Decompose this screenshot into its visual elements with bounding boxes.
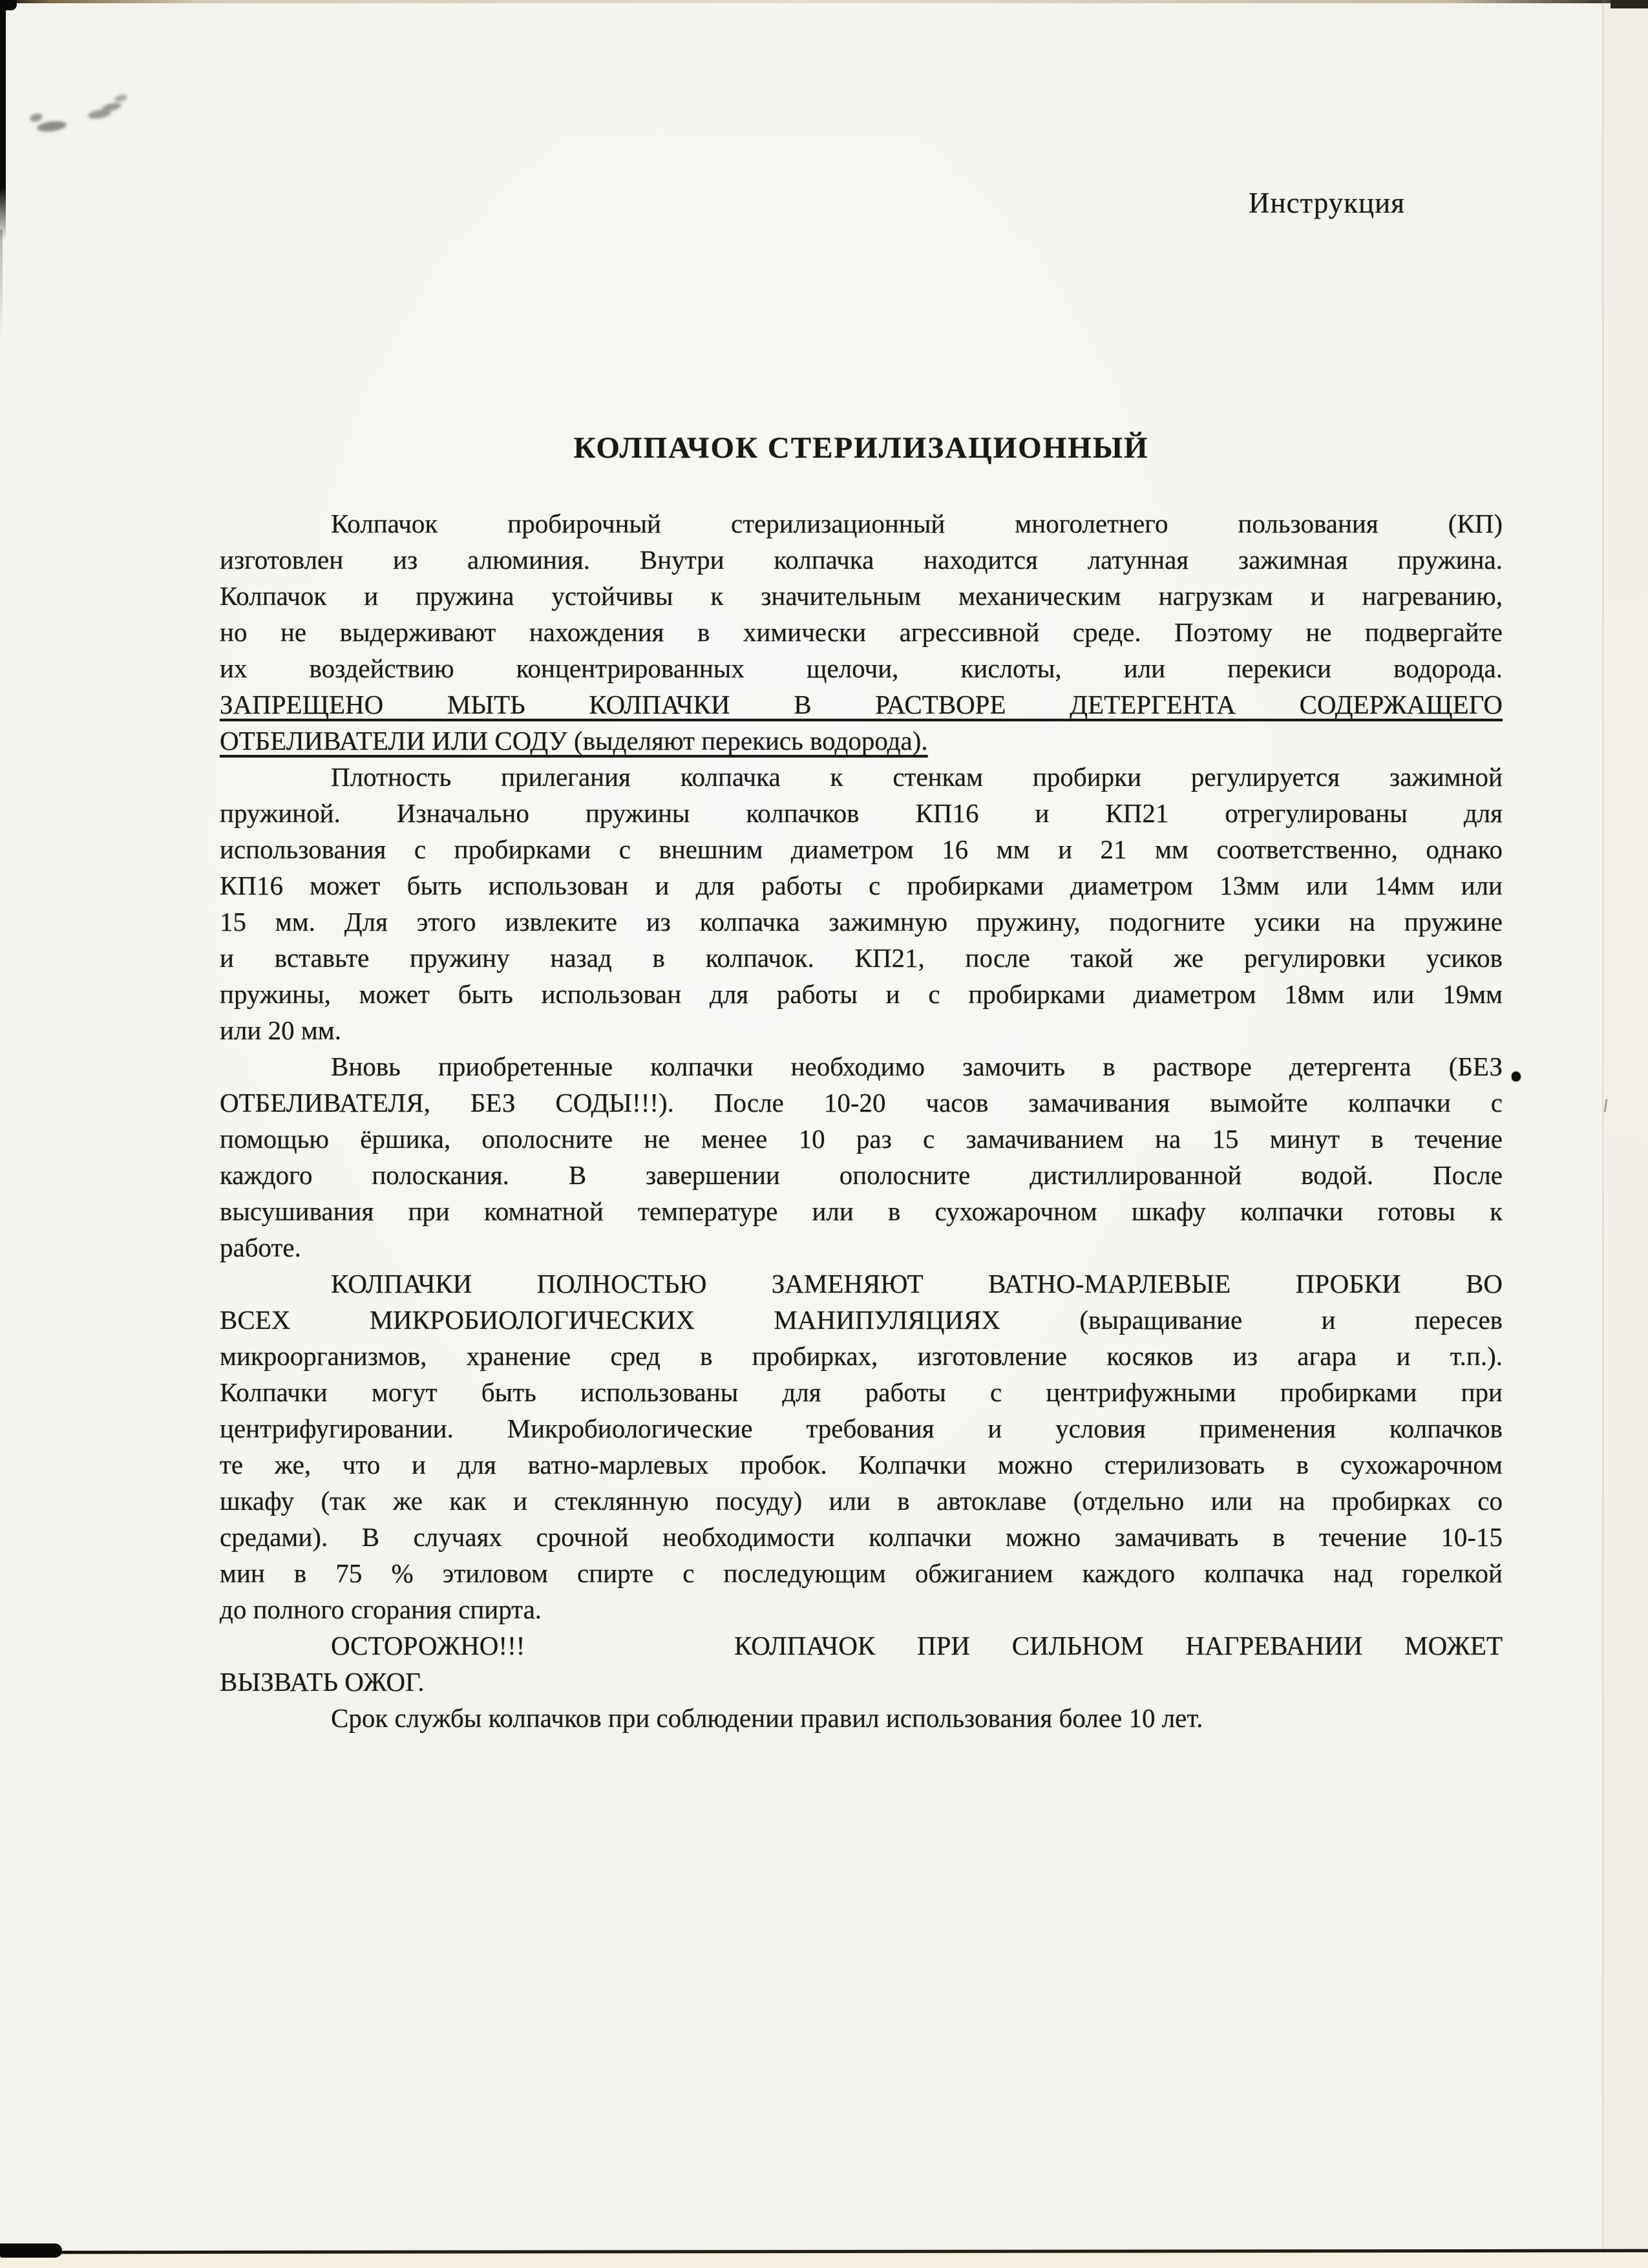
text-line <box>220 723 1503 759</box>
text-line <box>220 1410 1503 1447</box>
text-line <box>220 1193 1503 1229</box>
text-line <box>220 976 1503 1012</box>
document-body <box>220 505 1503 1736</box>
text-run: до полного сгорания спирта. <box>220 1595 542 1624</box>
text-line <box>220 759 1503 795</box>
text-line <box>220 1338 1503 1374</box>
text-line <box>220 1627 1503 1664</box>
underlined-text-run: ОТБЕЛИВАТЕЛИ ИЛИ СОДУ (выделяют перекись водорода). <box>220 726 928 756</box>
ink-speck <box>1512 1072 1521 1081</box>
text-run: те же, что и для ватно-марлевых пробок. Колпачки можно стерилизовать в сухожарочном <box>220 1450 1503 1479</box>
text-line <box>220 1302 1503 1338</box>
bottom-edge-blob <box>0 2243 62 2258</box>
text-run: изготовлен из алюминия. Внутри колпачка находится латунная зажимная пружина. <box>220 545 1503 575</box>
text-run: работе. <box>220 1233 301 1262</box>
text-line <box>220 1012 1503 1048</box>
text-line <box>220 614 1503 650</box>
text-run: ОТБЕЛИВАТЕЛЯ, БЕЗ СОДЫ!!!). После 10-20 часов замачивания вымойте колпачки с <box>220 1088 1503 1118</box>
text-line <box>220 904 1503 940</box>
text-line <box>220 578 1503 614</box>
text-run: ВСЕХ МИКРОБИОЛОГИЧЕСКИХ МАНИПУЛЯЦИЯХ (выращивание и пересев <box>220 1305 1503 1335</box>
pencil-tick <box>1604 1099 1608 1112</box>
text-run: Срок службы колпачков при соблюдении правил использования более 10 лет. <box>331 1703 1203 1733</box>
text-line <box>220 650 1503 686</box>
text-run: 15 мм. Для этого извлеките из колпачка зажимную пружину, подогните усики на пружине <box>220 907 1503 937</box>
text-run: пружины, может быть использован для работы и с пробирками диаметром 18мм или 19мм <box>220 979 1503 1009</box>
text-run: высушивания при комнатной температуре или в сухожарочном шкафу колпачки готовы к <box>220 1196 1503 1226</box>
text-run: Колпачок пробирочный стерилизационный многолетнего пользования (КП) <box>331 509 1503 538</box>
paper-bottom-strip <box>0 2253 1648 2268</box>
text-line <box>220 1121 1503 1157</box>
bottom-edge-shadow <box>0 2249 1648 2254</box>
right-edge-strip <box>1603 0 1648 2253</box>
left-edge-shadow-faint <box>0 229 3 339</box>
text-line <box>220 542 1503 578</box>
text-run: КОЛПАЧКИ ПОЛНОСТЬЮ ЗАМЕНЯЮТ ВАТНО-МАРЛЕВЫЕ ПРОБКИ ВО <box>331 1269 1503 1298</box>
text-run: микроорганизмов, хранение сред в пробирках, изготовление косяков из агара и т.п.). <box>220 1341 1503 1371</box>
text-line <box>220 867 1503 904</box>
text-line <box>220 686 1503 723</box>
text-run: Колпачок и пружина устойчивы к значительным механическим нагрузкам и нагреванию, <box>220 581 1503 611</box>
text-run: Колпачки могут быть использованы для работы с центрифужными пробирками при <box>220 1377 1503 1407</box>
text-line <box>220 1266 1503 1302</box>
text-line <box>220 1447 1503 1483</box>
text-line <box>220 1048 1503 1085</box>
text-line <box>220 795 1503 831</box>
text-run: средами). В случаях срочной необходимости колпачки можно замачивать в течение 10-15 <box>220 1522 1503 1552</box>
text-line <box>220 1664 1503 1700</box>
text-run: помощью ёршика, ополосните не менее 10 раз с замачиванием на 15 минут в течение <box>220 1124 1503 1154</box>
text-line <box>220 1085 1503 1121</box>
text-line <box>220 831 1503 867</box>
text-line <box>220 940 1503 976</box>
text-line <box>220 1157 1503 1193</box>
text-line <box>220 1519 1503 1555</box>
pencil-smudge <box>29 112 43 123</box>
text-run: каждого полоскания. В завершении ополосните дистиллированной водой. После <box>220 1160 1503 1190</box>
text-run: ВЫЗВАТЬ ОЖОГ. <box>220 1667 425 1697</box>
text-run: их воздействию концентрированных щелочи, кислоты, или перекиси водорода. <box>220 653 1503 683</box>
text-run: Вновь приобретенные колпачки необходимо замочить в растворе детергента (БЕЗ <box>331 1052 1503 1081</box>
corner-blob-top-right <box>1611 0 1648 8</box>
text-line <box>220 1700 1503 1736</box>
text-run: но не выдерживают нахождения в химически агрессивной среде. Поэтому не подвергайте <box>220 617 1503 647</box>
pencil-smudge <box>87 108 112 120</box>
text-line <box>220 1229 1503 1266</box>
pencil-smudge <box>114 93 128 103</box>
text-line <box>220 1555 1503 1591</box>
pencil-smudge <box>101 101 122 112</box>
text-run: мин в 75 % этиловом спирте с последующим обжиганием каждого колпачка над горелкой <box>220 1558 1503 1588</box>
text-run: Плотность прилегания колпачка к стенкам пробирки регулируется зажимной <box>331 762 1503 792</box>
text-run: или 20 мм. <box>220 1015 341 1045</box>
document-title: КОЛПАЧОК СТЕРИЛИЗАЦИОННЫЙ <box>573 431 1149 465</box>
text-run: КП16 может быть использован и для работы с пробирками диаметром 13мм или 14мм или <box>220 871 1503 900</box>
text-run: использования с пробирками с внешним диаметром 16 мм и 21 мм соответственно, однако <box>220 834 1503 864</box>
pencil-smudge <box>36 120 67 132</box>
underlined-text-run: ЗАПРЕЩЕНО МЫТЬ КОЛПАЧКИ В РАСТВОРЕ ДЕТЕРГЕНТА СОДЕРЖАЩЕГО <box>220 690 1503 719</box>
text-run: шкафу (так же как и стеклянную посуду) или в автоклаве (отдельно или на пробирках со <box>220 1486 1503 1516</box>
text-run: центрифугировании. Микробиологические требования и условия применения колпачков <box>220 1414 1503 1443</box>
page-header-label: Инструкция <box>1249 187 1405 219</box>
text-line <box>220 1374 1503 1410</box>
top-edge-shadow <box>0 0 1648 3</box>
text-run: и вставьте пружину назад в колпачок. КП21, после такой же регулировки усиков <box>220 943 1503 973</box>
text-run: ОСТОРОЖНО!!! КОЛПАЧОК ПРИ СИЛЬНОМ НАГРЕВАНИИ МОЖЕТ <box>331 1631 1503 1660</box>
text-line <box>220 1483 1503 1519</box>
text-run: пружиной. Изначально пружины колпачков КП16 и КП21 отрегулированы для <box>220 798 1503 828</box>
corner-blob-top-left <box>0 0 17 10</box>
left-edge-shadow <box>0 0 6 240</box>
text-line <box>220 1591 1503 1627</box>
text-line <box>220 505 1503 542</box>
right-edge-line <box>1602 0 1603 2253</box>
